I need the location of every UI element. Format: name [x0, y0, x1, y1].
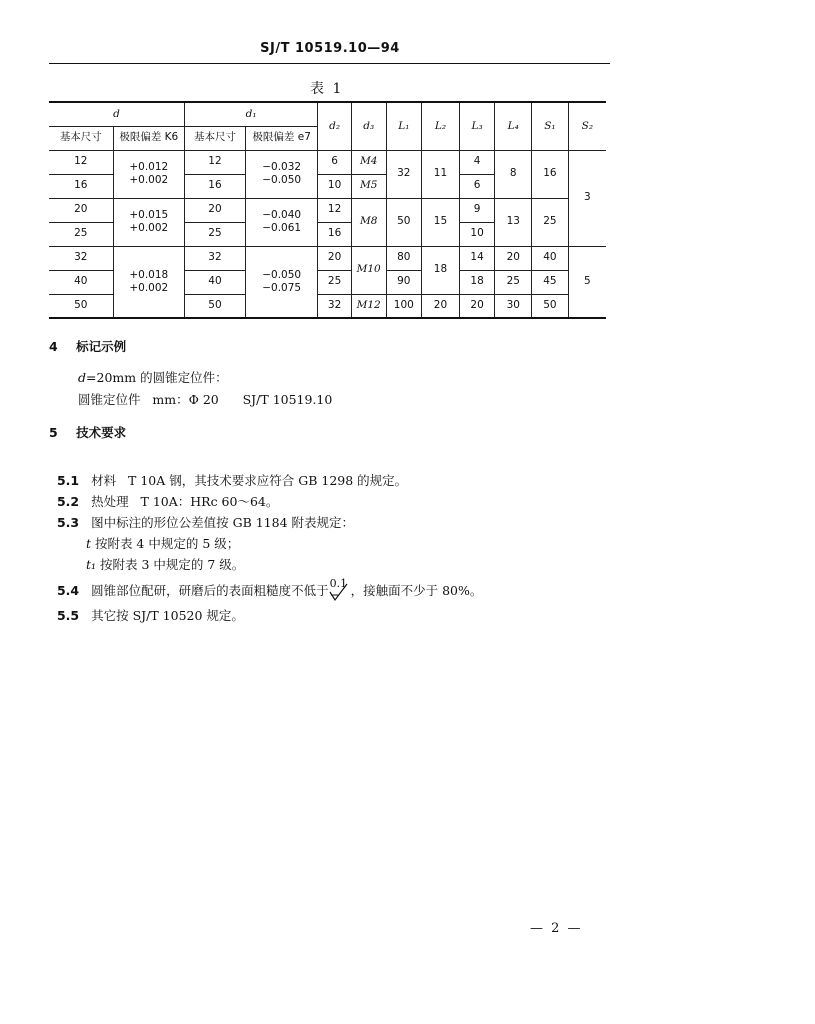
header-d1: d₁ [184, 102, 317, 126]
header-rule [49, 63, 610, 64]
item-text: 热处理 T 10A：HRc 60～64。 [91, 494, 279, 509]
table-cell: 14 [459, 246, 495, 270]
item-number: 5.1 [56, 473, 80, 488]
table-cell: 10 [318, 174, 352, 198]
table-cell: 25 [49, 222, 113, 246]
header-d3: d₃ [351, 102, 386, 150]
table-cell: 40 [49, 270, 113, 294]
section-4-heading [49, 337, 126, 355]
item-text-before: 圆锥部位配研，研磨后的表面粗糙度不低于 [91, 583, 329, 598]
table-cell: 25 [318, 270, 352, 294]
table-cell: 3 [568, 150, 606, 246]
table-cell: 32 [184, 246, 245, 270]
table-cell: −0.050 −0.075 [246, 246, 318, 318]
tolerance-text-t: 按附表 4 中规定的 5 级； [90, 536, 240, 551]
table-cell: 32 [49, 246, 113, 270]
table-cell: 8 [495, 150, 532, 198]
table-cell: 16 [184, 174, 245, 198]
item-text: 其它按 SJ/T 10520 规定。 [91, 608, 244, 623]
header-S2: S₂ [568, 102, 606, 150]
subheader-d1-deviation: 极限偏差 e7 [246, 126, 318, 150]
dimension-table [49, 101, 606, 319]
subheader-d1-basic: 基本尺寸 [184, 126, 245, 150]
section-5-number: 5 [49, 425, 58, 440]
header-L4: L₄ [495, 102, 532, 150]
table-cell: 12 [318, 198, 352, 222]
table-cell: M5 [351, 174, 386, 198]
table-cell: 16 [49, 174, 113, 198]
table-cell: 20 [184, 198, 245, 222]
header-L1: L₁ [386, 102, 422, 150]
table-cell: 20 [459, 294, 495, 318]
table-cell: +0.018 +0.002 [113, 246, 184, 318]
section-4-title: 标记示例 [76, 339, 127, 354]
header-d: d [49, 102, 184, 126]
table-cell: 18 [459, 270, 495, 294]
header-S1: S₁ [532, 102, 569, 150]
header-L3: L₃ [459, 102, 495, 150]
table-cell: M8 [351, 198, 386, 246]
table-cell: 16 [532, 150, 569, 198]
table-cell: +0.012 +0.002 [113, 150, 184, 198]
table-cell: 12 [49, 150, 113, 174]
table-cell: 30 [495, 294, 532, 318]
standard-number: SJ/T 10519.10—94 [260, 41, 400, 56]
table-cell: 90 [386, 270, 422, 294]
table-cell: 25 [495, 270, 532, 294]
subheader-d-deviation: 极限偏差 K6 [113, 126, 184, 150]
table-cell: +0.015 +0.002 [113, 198, 184, 246]
item-text: 材料 T 10A 钢，其技术要求应符合 GB 1298 的规定。 [91, 473, 408, 488]
table-title: 表 1 [310, 81, 344, 97]
item-text-after: ，接触面不少于 80%。 [350, 583, 483, 598]
table-cell: 15 [422, 198, 460, 246]
check-mark-icon [329, 583, 351, 603]
tolerance-variable-t: t [85, 536, 91, 551]
table-cell: 100 [386, 294, 422, 318]
table-cell: 9 [459, 198, 495, 222]
item-number: 5.2 [56, 494, 80, 509]
item-number: 5.4 [56, 583, 80, 598]
table-cell: 11 [422, 150, 460, 198]
table-cell: 25 [532, 198, 569, 246]
section-5-title: 技术要求 [76, 425, 127, 440]
subheader-d-basic: 基本尺寸 [49, 126, 113, 150]
item-text: 图中标注的形位公差值按 GB 1184 附表规定： [91, 515, 355, 530]
table-cell: 16 [318, 222, 352, 246]
table-cell: −0.040 −0.061 [246, 198, 318, 246]
table-cell: 10 [459, 222, 495, 246]
table-cell: 6 [318, 150, 352, 174]
section-5-heading [49, 423, 126, 441]
table-cell: 6 [459, 174, 495, 198]
table-cell: M10 [351, 246, 386, 294]
example-variable: d [78, 370, 87, 385]
table-cell: 40 [532, 246, 569, 270]
table-cell: 18 [422, 246, 460, 294]
table-cell: 20 [49, 198, 113, 222]
example-text-1: =20mm 的圆锥定位件： [86, 370, 228, 385]
table-cell: 45 [532, 270, 569, 294]
table-cell: 20 [422, 294, 460, 318]
example-line-2: 圆锥定位件 mm：Φ 20 SJ/T 10519.10 [78, 392, 333, 407]
item-number: 5.3 [56, 515, 80, 530]
roughness-value: 0.1 [329, 577, 348, 590]
table-cell: 12 [184, 150, 245, 174]
table-cell: 32 [318, 294, 352, 318]
tolerance-text-t1: 按附表 3 中规定的 7 级。 [96, 557, 245, 572]
table-cell: 80 [386, 246, 422, 270]
table-cell: M4 [351, 150, 386, 174]
table-cell: 50 [532, 294, 569, 318]
table-cell: 20 [495, 246, 532, 270]
header-d2: d₂ [318, 102, 352, 150]
table-cell: 4 [459, 150, 495, 174]
table-cell: M12 [351, 294, 386, 318]
table-cell: 20 [318, 246, 352, 270]
item-5-5 [49, 591, 244, 624]
example-line-1 [78, 368, 228, 386]
section-4-number: 4 [49, 339, 58, 354]
tolerance-variable-t1: t₁ [85, 557, 96, 572]
table-cell: 5 [568, 246, 606, 318]
table-cell: 13 [495, 198, 532, 246]
item-number: 5.5 [56, 608, 80, 623]
header-L2: L₂ [422, 102, 460, 150]
table-cell: 50 [184, 294, 245, 318]
table-cell: −0.032 −0.050 [246, 150, 318, 198]
table-cell: 50 [386, 198, 422, 246]
table-cell: 40 [184, 270, 245, 294]
table-cell: 32 [386, 150, 422, 198]
surface-roughness-symbol [329, 577, 351, 601]
page-number: — 2 — [530, 921, 583, 936]
table-cell: 50 [49, 294, 113, 318]
table-cell: 25 [184, 222, 245, 246]
